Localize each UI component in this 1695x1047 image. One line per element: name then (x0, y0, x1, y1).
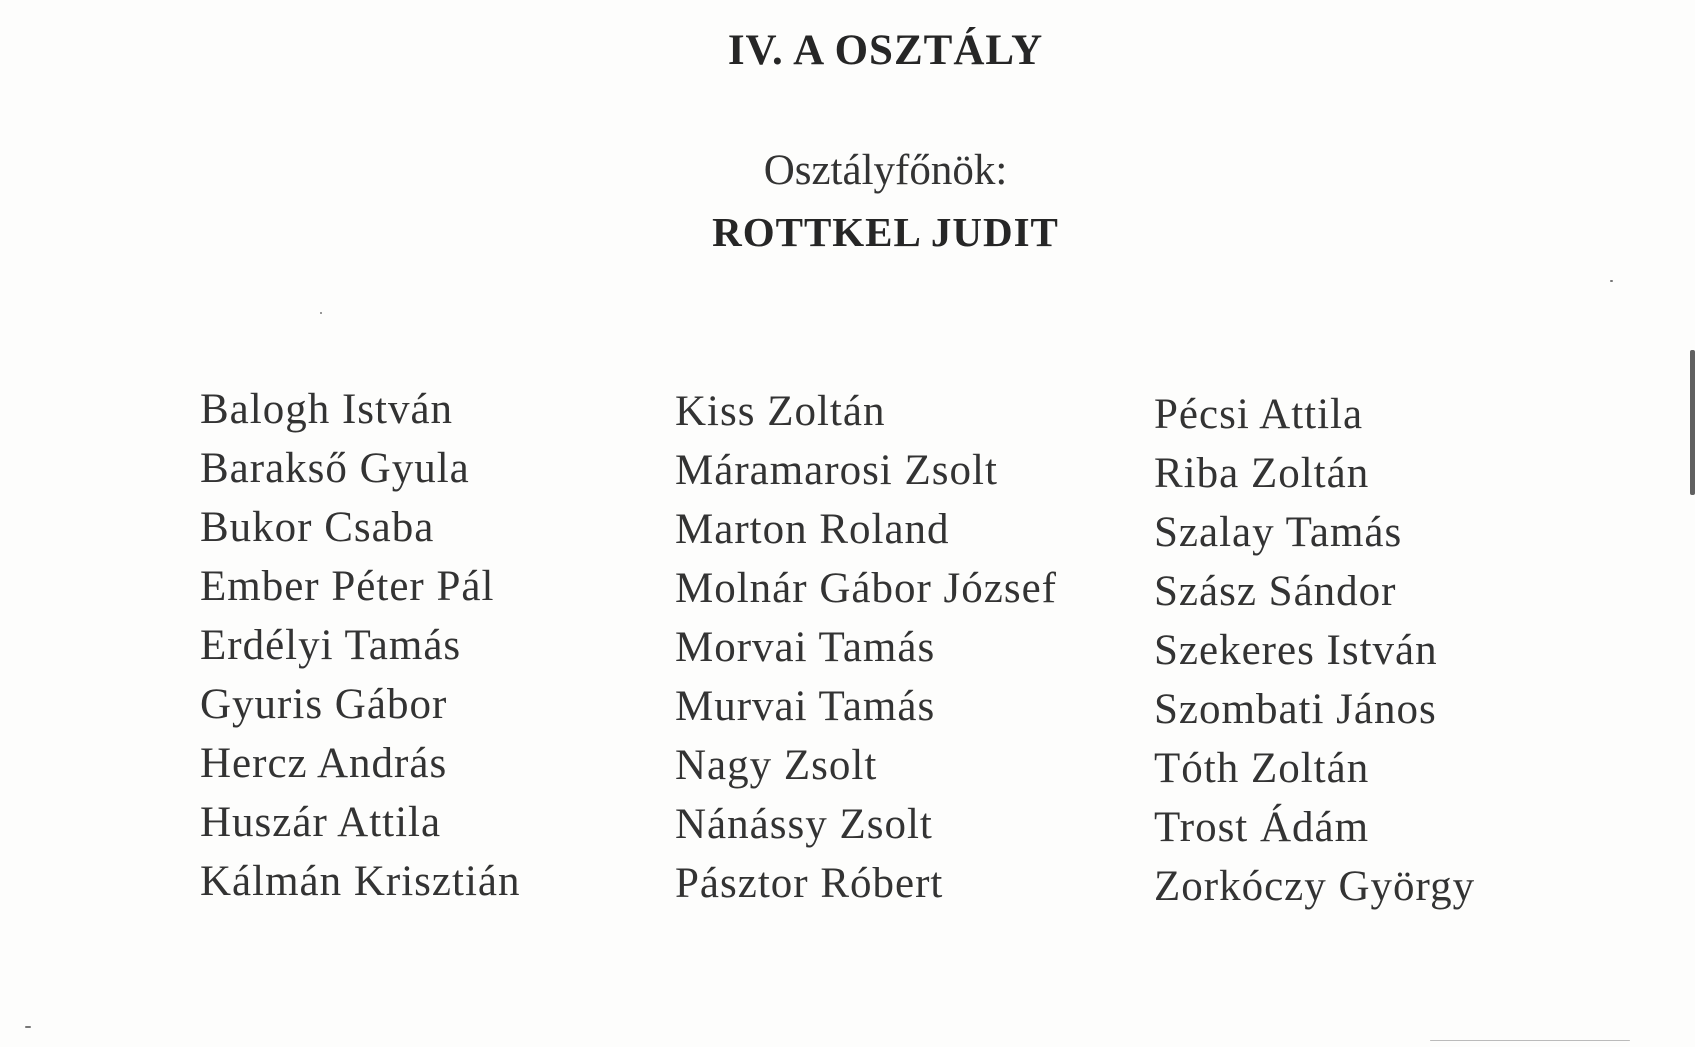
teacher-label: Osztályfőnök: (763, 147, 1008, 194)
scan-speck (1430, 1040, 1630, 1041)
student-name: Gyuris Gábor (200, 681, 448, 728)
student-name: Pásztor Róbert (675, 860, 944, 907)
student-name: Nánássy Zsolt (675, 801, 933, 848)
student-name: Szekeres István (1154, 627, 1438, 674)
student-name: Riba Zoltán (1154, 450, 1370, 497)
student-name: Máramarosi Zsolt (675, 447, 998, 494)
student-name: Tóth Zoltán (1154, 745, 1370, 792)
student-name: Marton Roland (675, 506, 950, 553)
student-name: Szász Sándor (1154, 568, 1397, 615)
student-name: Molnár Gábor József (675, 565, 1058, 612)
student-column-1 (200, 380, 521, 911)
student-name: Huszár Attila (200, 799, 442, 846)
student-name: Balogh István (200, 386, 454, 433)
student-column-2 (675, 382, 1057, 913)
student-name: Erdélyi Tamás (200, 622, 462, 669)
student-name: Morvai Tamás (675, 624, 936, 671)
student-name: Bukor Csaba (200, 504, 435, 551)
student-name: Hercz András (200, 740, 448, 787)
page-title: IV. A OSZTÁLY (727, 27, 1044, 74)
student-name: Pécsi Attila (1154, 391, 1364, 438)
student-column-3 (1154, 385, 1475, 916)
student-name: Barakső Gyula (200, 445, 470, 492)
student-name: Nagy Zsolt (675, 742, 878, 789)
student-name: Kálmán Krisztián (200, 858, 521, 905)
scan-speck (1610, 280, 1613, 282)
student-name: Ember Péter Pál (200, 563, 495, 610)
scan-edge-mark (1690, 350, 1695, 495)
student-name: Zorkóczy György (1154, 863, 1476, 910)
student-name: Murvai Tamás (675, 683, 936, 730)
student-name: Kiss Zoltán (675, 388, 886, 435)
student-name: Trost Ádám (1154, 804, 1370, 851)
teacher-name: ROTTKEL JUDIT (712, 209, 1059, 255)
scan-speck (320, 312, 322, 314)
student-name: Szalay Tamás (1154, 509, 1403, 556)
student-name: Szombati János (1154, 686, 1437, 733)
scan-speck (25, 1026, 31, 1028)
